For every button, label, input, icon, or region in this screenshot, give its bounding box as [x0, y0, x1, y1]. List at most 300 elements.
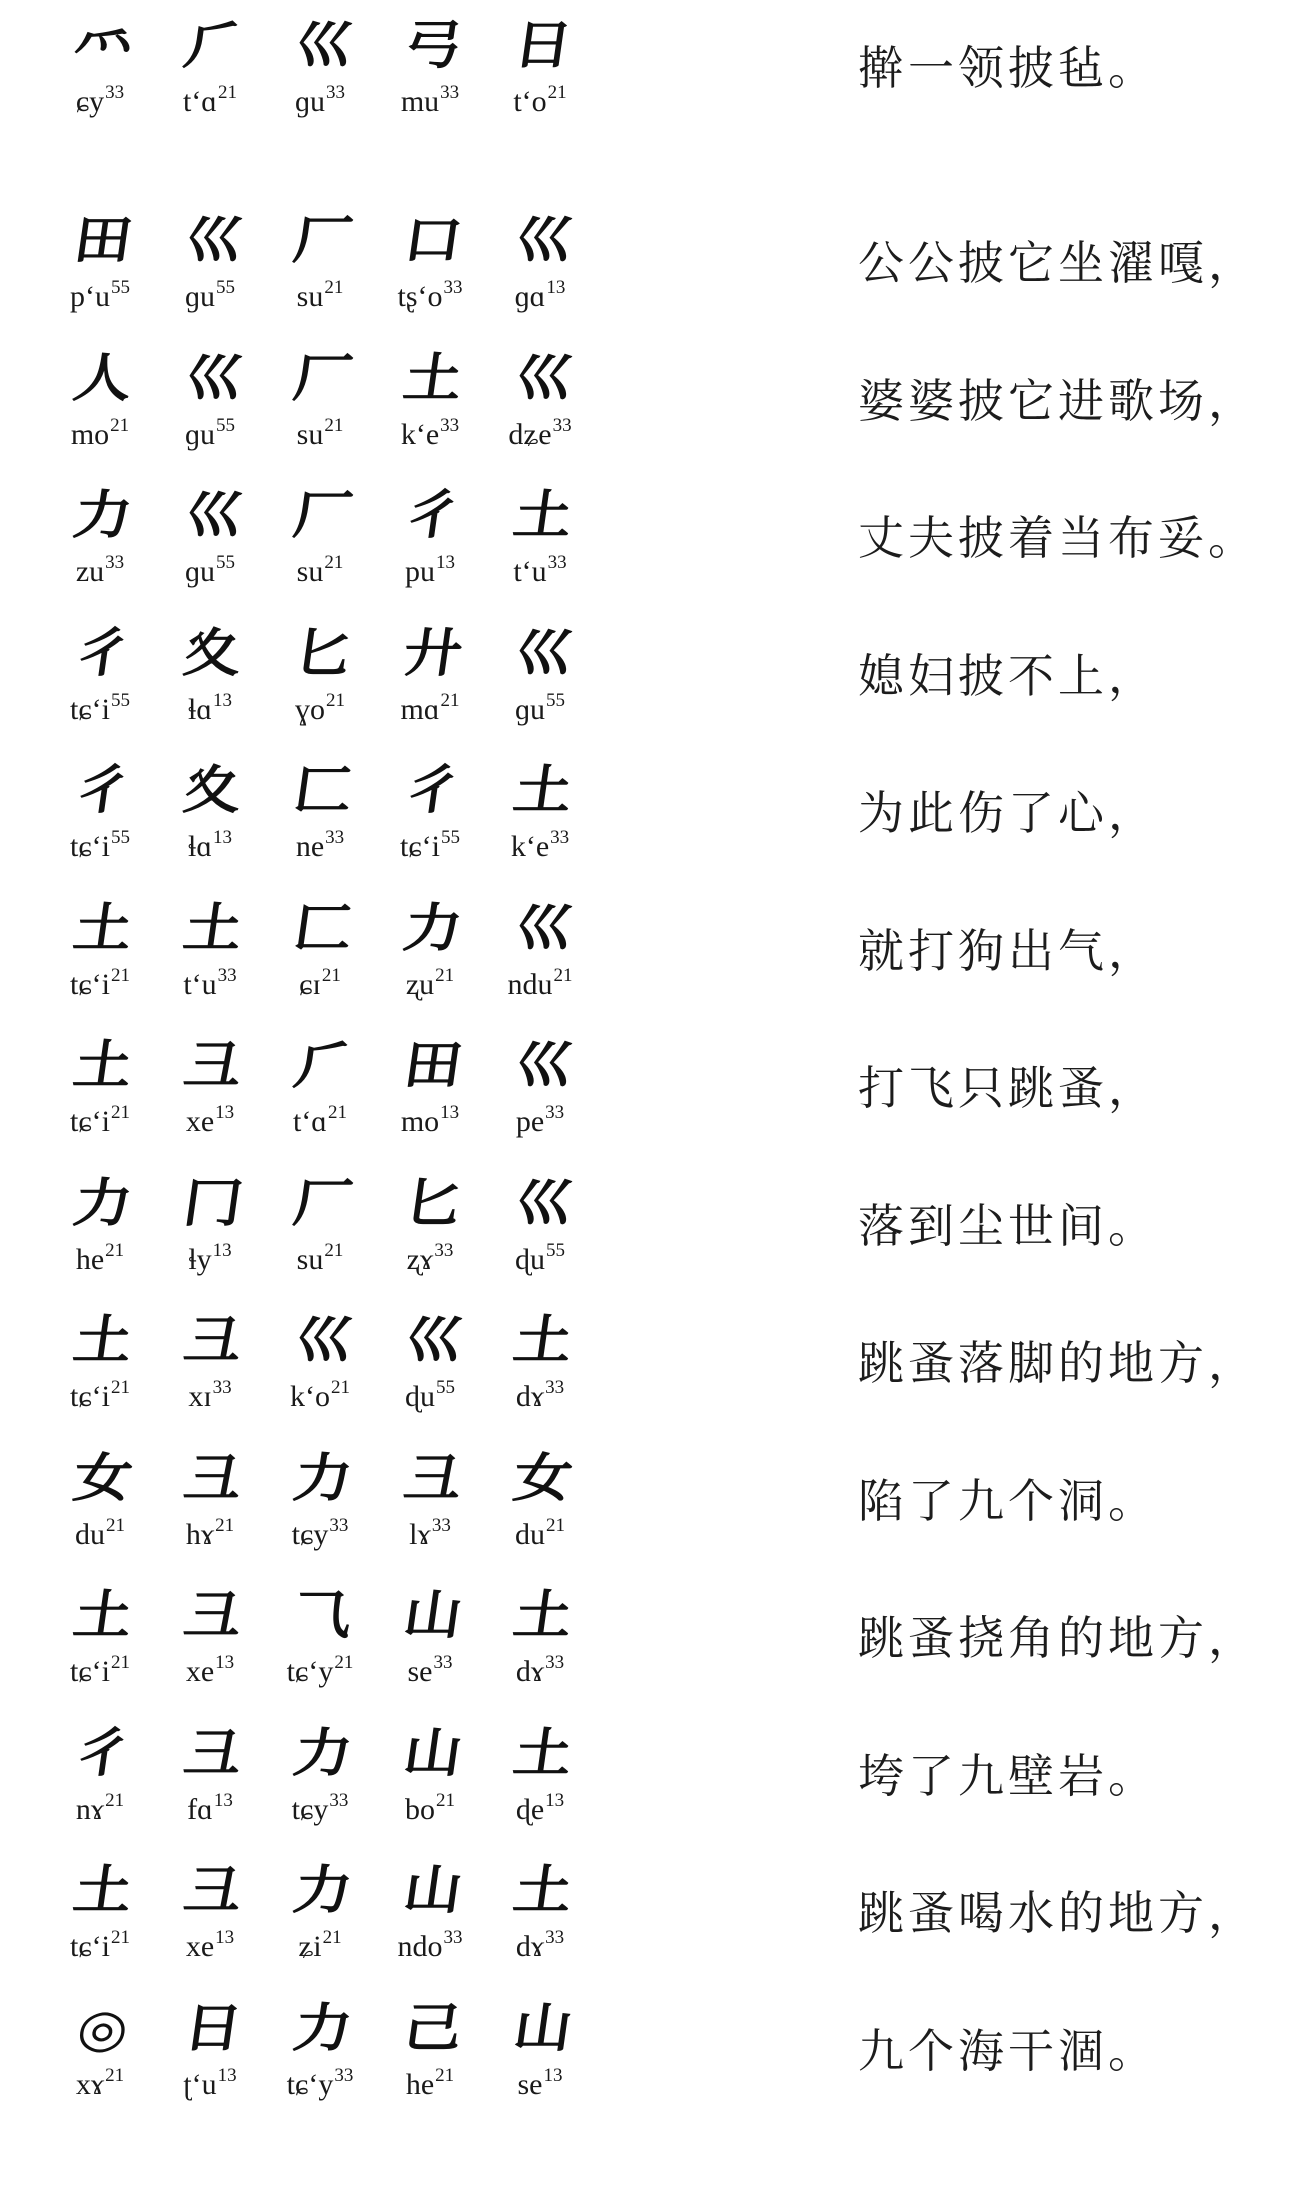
- tone-number: 21: [110, 1377, 130, 1398]
- yi-script-glyph: ⼔⼃: [289, 621, 351, 684]
- syllable-cell: [490, 1993, 590, 2102]
- syllable-text: tɕy: [291, 1792, 329, 1826]
- yi-script-glyph: ⺄⼃: [289, 1584, 351, 1646]
- yi-script-glyph: ⼮⺄: [509, 1171, 571, 1234]
- tone-number: 21: [547, 82, 567, 103]
- romanization: [292, 1509, 349, 1552]
- romanization: [183, 959, 236, 1002]
- romanization: [405, 1784, 455, 1827]
- romanization: [70, 271, 130, 314]
- romanization: [508, 409, 571, 452]
- syllable-cell: [490, 1718, 590, 1827]
- syllable-text: dɤ: [515, 1380, 545, 1413]
- syllable-cell: [490, 343, 590, 452]
- tone-number: 55: [216, 277, 235, 298]
- tone-number: 33: [329, 1789, 349, 1811]
- tone-number: 55: [216, 414, 235, 436]
- syllable-text: hɤ: [185, 1517, 215, 1551]
- romanization: [290, 1371, 350, 1414]
- syllable-cell: [270, 10, 370, 119]
- romanization: [297, 1234, 344, 1277]
- chinese-translation: 公公披它坐濯嘎，: [858, 236, 1258, 290]
- yi-script-glyph: ⼹⼃: [179, 1446, 241, 1509]
- yi-script-glyph: ⼮⼮: [509, 896, 571, 959]
- chinese-translation: 九个海干涸。: [858, 2023, 1158, 2078]
- romanization: [405, 546, 455, 589]
- syllable-cell: [380, 1993, 480, 2102]
- yi-script-glyph: ⼹⼃: [179, 1034, 241, 1096]
- syllable-cell: [380, 343, 480, 452]
- syllable-text: k‘o: [290, 1380, 330, 1413]
- romanization: [401, 1096, 459, 1139]
- yi-glyph-group: [50, 205, 590, 314]
- tone-number: 13: [440, 1102, 460, 1123]
- syllable-text: tɕ‘i: [70, 1105, 110, 1138]
- romanization: [185, 546, 235, 589]
- syllable-text: xɪ: [188, 1380, 212, 1413]
- tone-number: 13: [543, 2064, 563, 2086]
- syllable-text: su: [296, 1242, 324, 1276]
- romanization: [401, 76, 459, 119]
- tone-number: 13: [213, 827, 233, 848]
- romanization: [186, 1509, 234, 1552]
- syllable-text: mo: [400, 1105, 440, 1138]
- syllable-cell: [270, 1443, 370, 1552]
- tone-number: 21: [324, 552, 344, 573]
- tone-number: 55: [110, 827, 130, 848]
- yi-script-glyph: ⼟⺈: [179, 896, 241, 959]
- tone-number: 33: [552, 414, 572, 436]
- syllable-cell: [160, 1443, 260, 1552]
- yi-script-glyph: ⼮⺈: [179, 346, 241, 409]
- tone-number: 13: [546, 277, 566, 298]
- syllable-text: lɤ: [409, 1517, 431, 1551]
- chinese-translation: 就打狗出气，: [858, 923, 1158, 978]
- yi-glyph-group: [50, 1993, 590, 2102]
- syllable-cell: [490, 1855, 590, 1964]
- yi-script-glyph: ⼭⼃: [509, 1996, 571, 2059]
- syllable-cell: [270, 1305, 370, 1414]
- yi-script-glyph: ⽇⼁: [179, 1996, 241, 2059]
- syllable-text: ɬɑ: [187, 692, 213, 726]
- syllable-cell: [160, 1168, 260, 1277]
- syllable-text: ʑi: [298, 1930, 322, 1963]
- syllable-text: ndu: [507, 967, 553, 1001]
- yi-script-glyph: ⼹⼃: [179, 1721, 241, 1784]
- tone-number: 55: [436, 1377, 455, 1398]
- romanization: [71, 409, 129, 452]
- syllable-text: ɖe: [515, 1792, 545, 1826]
- romanization: [292, 1784, 349, 1827]
- tone-number: 33: [433, 1652, 453, 1673]
- syllable-cell: [490, 1305, 590, 1414]
- yi-script-glyph: ⼒⼃: [289, 1446, 351, 1509]
- romanization: [70, 959, 130, 1002]
- tone-number: 21: [106, 1514, 125, 1536]
- syllable-cell: [160, 343, 260, 452]
- syllable-cell: [50, 10, 150, 119]
- syllable-text: t‘ɑ: [292, 1105, 327, 1138]
- tone-number: 21: [436, 1789, 455, 1811]
- chinese-translation: 媳妇披不上，: [858, 648, 1158, 703]
- syllable-cell: [270, 1168, 370, 1277]
- tone-number: 33: [545, 1652, 565, 1673]
- syllable-text: ʐɤ: [406, 1242, 434, 1276]
- tone-number: 13: [545, 1789, 565, 1811]
- syllable-cell: [380, 1580, 480, 1689]
- chinese-translation: 跳蚤落脚的地方，: [858, 1336, 1258, 1390]
- tone-number: 13: [436, 552, 455, 573]
- syllable-cell: [270, 1993, 370, 2102]
- syllable-text: tɕ‘i: [400, 830, 440, 863]
- yi-script-glyph: ⼚⼩: [289, 346, 351, 409]
- yi-script-glyph: ⼒⼃: [289, 1859, 351, 1921]
- syllable-cell: [490, 618, 590, 727]
- syllable-text: ʈ‘u: [183, 2067, 217, 2101]
- tone-number: 21: [105, 2064, 125, 2086]
- yi-script-glyph: ◎: [73, 1996, 127, 2059]
- syllable-cell: [160, 10, 260, 119]
- syllable-cell: [160, 480, 260, 589]
- tone-number: 21: [326, 689, 345, 711]
- romanization: [188, 1371, 231, 1414]
- romanization: [513, 76, 566, 119]
- romanization: [70, 821, 130, 864]
- romanization: [515, 1509, 565, 1552]
- yi-script-glyph: ⼹⼃: [399, 1446, 461, 1509]
- yi-script-glyph: ⼟⺈: [69, 1584, 131, 1646]
- romanization: [295, 684, 345, 727]
- yi-script-glyph: ⼟⺈: [69, 896, 131, 959]
- syllable-cell: [490, 1168, 590, 1277]
- yi-script-glyph: ⼻⺀: [399, 484, 461, 546]
- tone-number: 13: [213, 689, 233, 711]
- tone-number: 13: [215, 1652, 235, 1673]
- syllable-text: tɕy: [291, 1517, 329, 1551]
- syllable-cell: [270, 1855, 370, 1964]
- syllable-cell: [50, 1030, 150, 1139]
- syllable-cell: [380, 1168, 480, 1277]
- syllable-cell: [160, 1855, 260, 1964]
- tone-number: 33: [334, 2064, 354, 2086]
- romanization: [70, 1096, 130, 1139]
- syllable-cell: [50, 618, 150, 727]
- syllable-cell: [160, 205, 260, 314]
- yi-glyph-group: [50, 1305, 590, 1414]
- syllable-text: tɕ‘i: [70, 692, 110, 726]
- romanization: [76, 1234, 124, 1277]
- romanization: [515, 271, 566, 314]
- romanization: [515, 1234, 565, 1277]
- syllable-text: ɕy: [75, 85, 105, 118]
- yi-script-glyph: ⼟⼗: [509, 1584, 571, 1646]
- tone-number: 21: [331, 1377, 350, 1398]
- syllable-text: ɬy: [188, 1242, 212, 1276]
- syllable-cell: [270, 480, 370, 589]
- yi-script-glyph: ⼚⼩: [289, 209, 351, 271]
- chinese-translation: 跳蚤挠角的地方，: [858, 1611, 1258, 1665]
- yi-script-glyph: ⺁⺄: [179, 14, 241, 76]
- syllable-cell: [380, 480, 480, 589]
- tone-number: 55: [216, 552, 235, 573]
- romanization: [185, 409, 235, 452]
- syllable-text: t‘u: [183, 967, 217, 1001]
- yi-script-glyph: ⼮⺈: [179, 209, 241, 271]
- yi-script-glyph: ⼒⼃: [289, 1996, 351, 2059]
- tone-number: 13: [215, 1927, 235, 1948]
- romanization: [398, 1921, 463, 1964]
- tone-number: 55: [111, 277, 130, 298]
- tone-number: 13: [217, 2064, 237, 2086]
- syllable-text: tɕ‘i: [70, 1930, 110, 1963]
- syllable-cell: [160, 1030, 260, 1139]
- yi-script-glyph: ⼒⺀: [399, 896, 461, 959]
- tone-number: 55: [546, 689, 565, 711]
- tone-number: 33: [547, 552, 567, 573]
- syllable-text: fɑ: [187, 1792, 213, 1826]
- yi-script-glyph: ⽇⼉: [509, 14, 571, 76]
- syllable-text: su: [296, 280, 324, 313]
- romanization: [287, 2059, 354, 2102]
- syllable-cell: [490, 480, 590, 589]
- syllable-text: du: [75, 1517, 105, 1551]
- romanization: [295, 76, 345, 119]
- tone-number: 21: [110, 964, 130, 986]
- romanization: [186, 1096, 234, 1139]
- romanization: [400, 684, 459, 727]
- syllable-text: xe: [185, 1930, 215, 1963]
- syllable-text: se: [407, 1655, 433, 1688]
- syllable-text: ndo: [397, 1930, 443, 1963]
- syllable-cell: [160, 618, 260, 727]
- syllable-cell: [160, 1305, 260, 1414]
- romanization: [406, 959, 454, 1002]
- yi-script-glyph: ⼮⺈: [509, 621, 571, 684]
- yi-script-glyph: ⼮⺈: [179, 484, 241, 546]
- syllable-cell: [380, 1443, 480, 1552]
- tone-number: 21: [328, 1102, 347, 1123]
- tone-number: 33: [440, 82, 460, 103]
- syllable-cell: [490, 755, 590, 864]
- syllable-cell: [490, 10, 590, 119]
- romanization: [405, 1371, 455, 1414]
- romanization: [70, 1921, 130, 1964]
- yi-glyph-group: [50, 1030, 590, 1139]
- syllable-cell: [160, 1580, 260, 1689]
- syllable-text: pu: [405, 555, 435, 588]
- romanization: [188, 821, 232, 864]
- romanization: [76, 76, 124, 119]
- syllable-text: xɤ: [75, 2067, 105, 2101]
- syllable-cell: [50, 480, 150, 589]
- romanization: [400, 821, 460, 864]
- syllable-text: nɤ: [75, 1792, 105, 1826]
- romanization: [518, 2059, 563, 2102]
- syllable-cell: [160, 1718, 260, 1827]
- romanization: [185, 271, 235, 314]
- syllable-text: he: [405, 2067, 435, 2101]
- syllable-text: mu: [400, 85, 440, 118]
- syllable-cell: [490, 1580, 590, 1689]
- yi-glyph-group: [50, 1855, 590, 1964]
- syllable-cell: [270, 1718, 370, 1827]
- tone-number: 33: [217, 964, 237, 986]
- yi-script-glyph: ⼟⼗: [509, 1859, 571, 1921]
- tone-number: 33: [431, 1514, 451, 1536]
- yi-script-glyph: ⼟⺈: [69, 1859, 131, 1921]
- syllable-text: t‘u: [513, 555, 547, 588]
- romanization: [516, 1646, 564, 1689]
- syllable-cell: [380, 1305, 480, 1414]
- tone-number: 33: [325, 827, 345, 848]
- tone-number: 21: [435, 2064, 455, 2086]
- syllable-text: mɑ: [400, 692, 440, 726]
- syllable-text: ɡu: [515, 692, 545, 726]
- yi-glyph-group: [50, 480, 590, 589]
- yi-script-glyph: ⼻⺀: [399, 759, 461, 821]
- syllable-text: ɖu: [405, 1380, 435, 1413]
- romanization: [297, 546, 344, 589]
- tone-number: 21: [105, 1789, 125, 1811]
- tone-number: 33: [329, 1514, 349, 1536]
- romanization: [408, 1646, 453, 1689]
- romanization: [186, 1646, 234, 1689]
- yi-script-glyph: ⼮⼮: [509, 209, 571, 271]
- tone-number: 21: [110, 1652, 130, 1673]
- yi-script-glyph: ⼕⼃: [289, 896, 351, 959]
- romanization: [513, 546, 566, 589]
- romanization: [516, 1921, 564, 1964]
- tone-number: 55: [440, 827, 460, 848]
- romanization: [508, 959, 573, 1002]
- romanization: [516, 1784, 564, 1827]
- syllable-text: ɕɪ: [299, 967, 321, 1001]
- syllable-text: ɡu: [185, 555, 215, 588]
- syllable-cell: [380, 1855, 480, 1964]
- yi-script-glyph: ⼸⼟: [399, 14, 461, 76]
- syllable-text: k‘e: [400, 417, 440, 451]
- syllable-cell: [50, 1305, 150, 1414]
- chinese-translation: 跳蚤喝水的地方，: [858, 1886, 1258, 1940]
- romanization: [187, 1784, 233, 1827]
- syllable-text: mo: [70, 417, 110, 451]
- tone-number: 21: [322, 1927, 342, 1948]
- yi-script-glyph: ⼢⼢: [179, 621, 241, 684]
- tone-number: 55: [546, 1239, 565, 1261]
- tone-number: 33: [443, 277, 463, 298]
- romanization: [293, 1096, 347, 1139]
- yi-script-glyph: ⼟⼿: [399, 346, 461, 409]
- syllable-text: tɕ‘i: [70, 830, 110, 863]
- syllable-cell: [270, 618, 370, 727]
- tone-number: 33: [550, 827, 570, 848]
- syllable-cell: [380, 1030, 480, 1139]
- tone-number: 21: [553, 964, 573, 986]
- syllable-text: dɤ: [515, 1655, 545, 1688]
- yi-script-glyph: ⼥⼥: [509, 1446, 571, 1509]
- tone-number: 21: [546, 1514, 565, 1536]
- yi-script-glyph: ⼭⼗: [399, 1721, 461, 1784]
- chinese-translation: 为此伤了心，: [858, 786, 1158, 840]
- tone-number: 21: [110, 1927, 130, 1948]
- chinese-translation: 打飞只跳蚤，: [858, 1061, 1158, 1115]
- yi-glyph-group: [50, 893, 590, 1002]
- syllable-cell: [380, 893, 480, 1002]
- syllable-cell: [490, 205, 590, 314]
- romanization: [516, 1371, 564, 1414]
- syllable-cell: [50, 1168, 150, 1277]
- syllable-text: tɕ‘i: [70, 1380, 110, 1413]
- syllable-text: ɡɑ: [514, 280, 546, 313]
- romanization: [406, 2059, 454, 2102]
- tone-number: 21: [321, 964, 341, 986]
- syllable-cell: [270, 1030, 370, 1139]
- syllable-text: p‘u: [70, 280, 110, 313]
- romanization: [298, 1921, 341, 1964]
- romanization: [407, 1234, 454, 1277]
- yi-script-glyph: ⼟⼿: [509, 759, 571, 821]
- yi-script-glyph: ⼮⼂: [289, 1309, 351, 1371]
- yi-script-glyph: ⼻⼘: [69, 1721, 131, 1784]
- tone-number: 21: [110, 1102, 130, 1123]
- yi-script-glyph: ⼻⺀: [69, 759, 131, 821]
- syllable-cell: [50, 1443, 150, 1552]
- tone-number: 21: [440, 689, 460, 711]
- syllable-text: xe: [185, 1655, 215, 1688]
- chinese-translation: 丈夫披着当布妥。: [858, 511, 1258, 565]
- syllable-cell: [380, 618, 480, 727]
- tone-number: 21: [334, 1652, 354, 1673]
- romanization: [188, 1234, 231, 1277]
- syllable-text: tɕ‘y: [286, 2067, 334, 2101]
- tone-number: 33: [440, 414, 460, 436]
- yi-script-glyph: ⼮⼮: [509, 1034, 571, 1096]
- romanization: [297, 271, 344, 314]
- yi-script-glyph: ⼒⼂: [69, 1171, 131, 1234]
- syllable-cell: [160, 893, 260, 1002]
- syllable-cell: [270, 1580, 370, 1689]
- yi-script-glyph: ⽥⼁: [399, 1034, 461, 1096]
- yi-script-glyph: ⼟⺈: [69, 1034, 131, 1096]
- romanization: [186, 1921, 234, 1964]
- syllable-cell: [270, 893, 370, 1002]
- tone-number: 21: [215, 1514, 235, 1536]
- tone-number: 33: [443, 1927, 463, 1948]
- tone-number: 33: [545, 1927, 565, 1948]
- yi-script-glyph: ⼕⼃: [289, 759, 351, 821]
- yi-script-glyph: ⼚⼩: [289, 484, 351, 546]
- syllable-cell: [160, 1993, 260, 2102]
- yi-script-glyph: ⼟⺈: [509, 484, 571, 546]
- romanization: [75, 1509, 125, 1552]
- tone-number: 55: [110, 689, 130, 711]
- romanization: [515, 684, 565, 727]
- tone-number: 33: [105, 82, 125, 103]
- syllable-text: ne: [295, 830, 325, 863]
- syllable-cell: [50, 755, 150, 864]
- syllable-cell: [50, 1993, 150, 2102]
- tone-number: 33: [434, 1239, 454, 1261]
- tone-number: 21: [105, 1239, 125, 1261]
- syllable-text: tɕ‘i: [70, 1655, 110, 1688]
- syllable-text: se: [517, 2067, 543, 2101]
- tone-number: 21: [110, 414, 130, 436]
- romanization: [296, 821, 344, 864]
- romanization: [70, 1646, 130, 1689]
- chinese-translation: 擀一领披毡。: [858, 41, 1158, 95]
- tone-number: 21: [324, 1239, 344, 1261]
- yi-script-glyph: ⼒⼃: [289, 1721, 351, 1784]
